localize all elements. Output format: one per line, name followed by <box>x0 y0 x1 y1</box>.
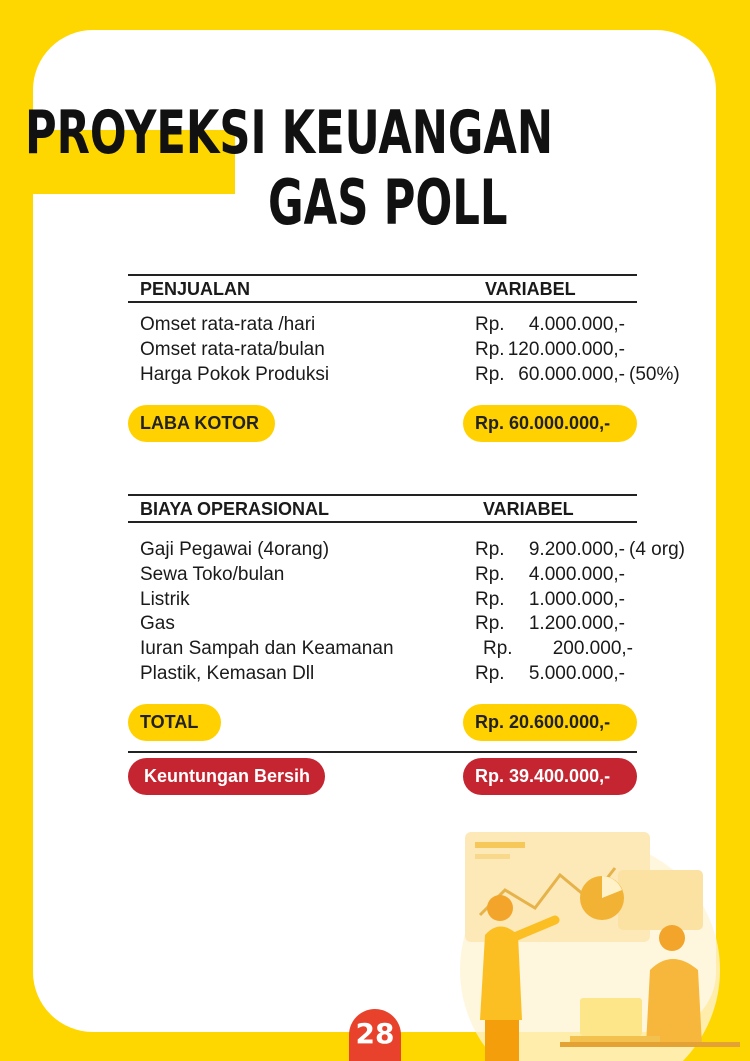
sales-header-label: PENJUALAN <box>140 279 251 299</box>
row-amount: 200.000,- <box>552 638 633 659</box>
sales-header-rule <box>128 301 637 303</box>
row-amount: 4.000.000,- <box>528 314 625 335</box>
row-amount: 9.200.000,- <box>528 539 625 560</box>
ops-header-rule <box>128 521 637 523</box>
row-currency: Rp. <box>475 564 505 585</box>
ops-header-value: VARIABEL <box>483 499 574 519</box>
row-amount: 4.000.000,- <box>528 564 625 585</box>
row-label: Sewa Toko/bulan <box>140 564 285 585</box>
row-label: Gas <box>140 613 175 634</box>
row-amount: 1.200.000,- <box>528 613 625 634</box>
table-row <box>140 638 700 663</box>
row-label: Omset rata-rata/bulan <box>140 339 325 360</box>
gross-profit-value: Rp. 60.000.000,- <box>463 405 637 442</box>
row-currency: Rp. <box>475 663 505 684</box>
row-label: Listrik <box>140 589 190 610</box>
row-currency: Rp. <box>475 613 505 634</box>
gross-profit-label: LABA KOTOR <box>128 405 275 442</box>
row-label: Omset rata-rata /hari <box>140 314 316 335</box>
net-profit-label: Keuntungan Bersih <box>128 758 325 795</box>
table-row <box>140 364 700 389</box>
row-label: Plastik, Kemasan Dll <box>140 663 315 684</box>
row-currency: Rp. <box>475 589 505 610</box>
row-currency: Rp. <box>475 314 505 335</box>
table-row <box>140 613 700 638</box>
row-amount: 5.000.000,- <box>528 663 625 684</box>
business-people-illustration <box>440 820 750 1061</box>
total-value: Rp. 20.600.000,- <box>463 704 637 741</box>
page-subtitle: GAS POLL <box>268 166 508 239</box>
table-row <box>140 589 700 614</box>
sales-header-value: VARIABEL <box>485 279 576 299</box>
row-label: Iuran Sampah dan Keamanan <box>140 638 394 659</box>
table-row <box>140 314 700 339</box>
net-profit-value: Rp. 39.400.000,- <box>463 758 637 795</box>
net-profit-rule <box>128 751 637 753</box>
page-number-badge: 28 <box>349 1009 401 1061</box>
row-currency: Rp. <box>483 638 513 659</box>
sales-top-rule <box>128 274 637 276</box>
ops-top-rule <box>128 494 637 496</box>
table-row <box>140 564 700 589</box>
row-note: (4 org) <box>629 539 685 560</box>
table-row <box>140 539 700 564</box>
row-note: (50%) <box>629 364 680 385</box>
row-currency: Rp. <box>475 539 505 560</box>
row-amount: 120.000.000,- <box>507 339 625 360</box>
table-row <box>140 339 700 364</box>
ops-header-label: BIAYA OPERASIONAL <box>140 499 330 519</box>
total-label: TOTAL <box>128 704 221 741</box>
row-label: Gaji Pegawai (4orang) <box>140 539 330 560</box>
row-currency: Rp. <box>475 364 505 385</box>
row-amount: 1.000.000,- <box>528 589 625 610</box>
row-label: Harga Pokok Produksi <box>140 364 330 385</box>
row-currency: Rp. <box>475 339 505 360</box>
page-title: PROYEKSI KEUANGAN <box>25 98 553 168</box>
table-row <box>140 663 700 688</box>
row-amount: 60.000.000,- <box>518 364 625 385</box>
